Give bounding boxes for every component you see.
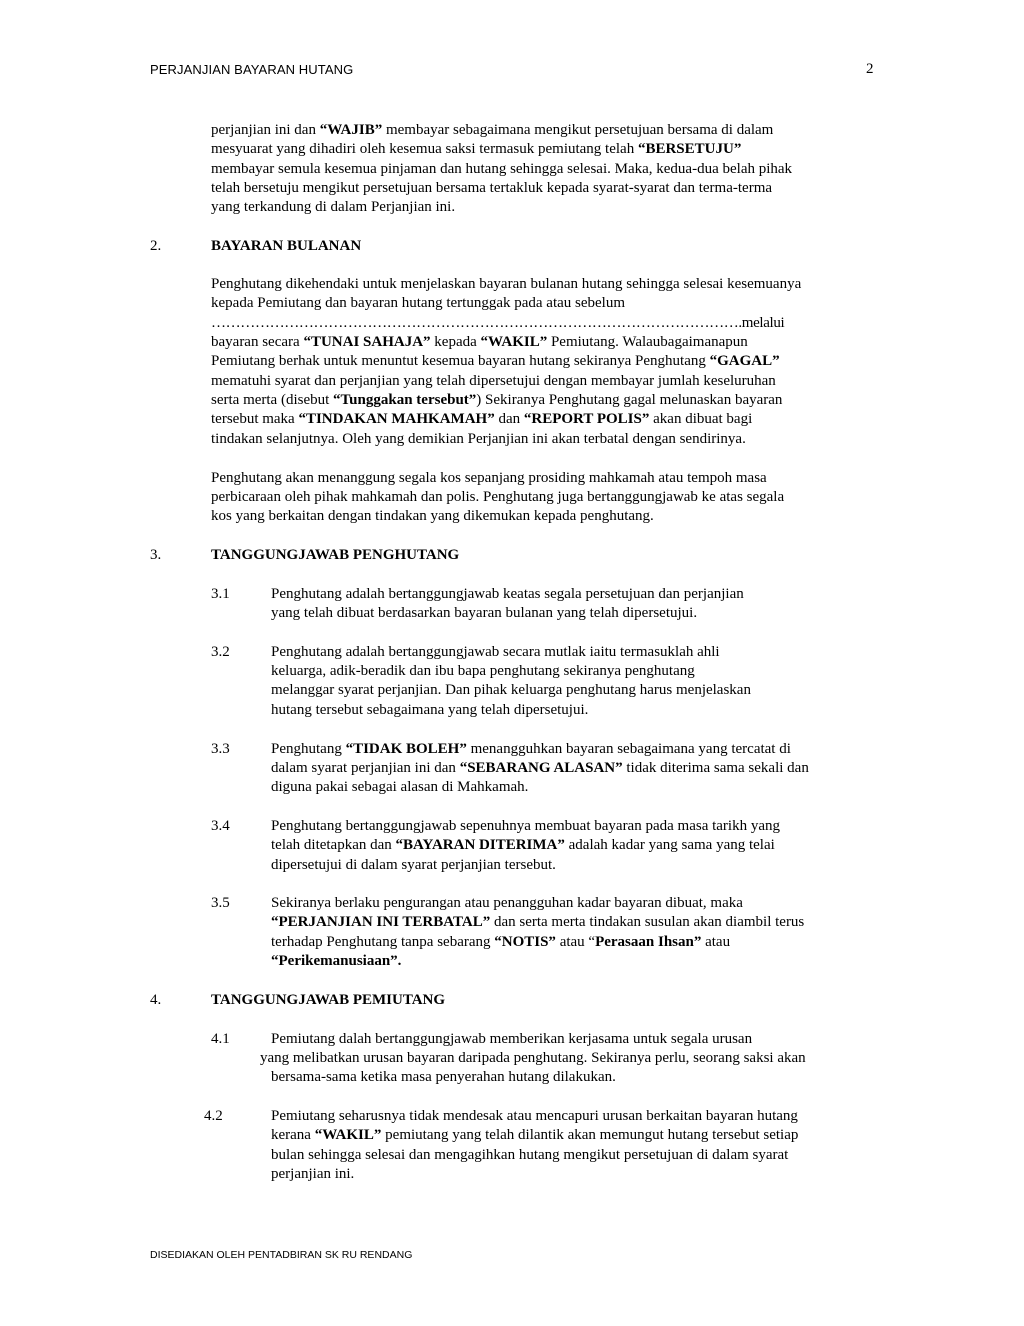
intro-line-2: mesyuarat yang dihadiri oleh kesemua saksi termasuk pemiutang telah “BERSETUJU” [211, 141, 742, 157]
item-3-5-line-1: Sekiranya berlaku pengurangan atau penangguhan kadar bayaran dibuat, maka [271, 895, 743, 911]
item-4-2-line-3: bulan sehingga selesai dan mengagihkan hutang mengikut persetujuan di dalam syarat [271, 1147, 789, 1163]
section-2-number: 2. [150, 238, 162, 254]
item-4-2-line-1: Pemiutang seharusnya tidak mendesak atau mencapuri urusan berkaitan bayaran hutang [271, 1108, 798, 1124]
item-3-2-line-3: melanggar syarat perjanjian. Dan pihak keluarga penghutang harus menjelaskan [271, 682, 751, 698]
item-3-3-number: 3.3 [211, 741, 230, 757]
item-3-5-line-4: “Perikemanusiaan”. [271, 953, 402, 969]
s2-p1-line-7: serta merta (disebut “Tunggakan tersebut”) Sekiranya Penghutang gagal melunaskan bayaran [211, 392, 783, 408]
item-3-4-line-2: telah ditetapkan dan “BAYARAN DITERIMA” adalah kadar yang sama yang telai [271, 837, 775, 853]
s2-p2-line-1: Penghutang akan menanggung segala kos sepanjang prosiding mahkamah atau tempoh masa [211, 470, 767, 486]
s2-p1-line-5: Pemiutang berhak untuk menuntut kesemua bayaran hutang sekiranya Penghutang “GAGAL” [211, 353, 780, 369]
item-3-2-line-2: keluarga, adik-beradik dan ibu bapa penghutang sekiranya penghutang [271, 663, 695, 679]
s2-p1-line-4: bayaran secara “TUNAI SAHAJA” kepada “WAKIL” Pemiutang. Walaubagaimanapun [211, 334, 748, 350]
page-number: 2 [866, 61, 874, 77]
item-3-1-line-1: Penghutang adalah bertanggungjawab keatas segala persetujuan dan perjanjian [271, 586, 744, 602]
s2-p2-line-2: perbicaraan oleh pihak mahkamah dan polis. Penghutang juga bertanggungjawab ke atas segala [211, 489, 785, 505]
s2-p1-line-2: kepada Pemiutang dan bayaran hutang tertunggak pada atau sebelum [211, 295, 626, 311]
page-footer: DISEDIAKAN OLEH PENTADBIRAN SK RU RENDANG [150, 1249, 413, 1261]
item-3-2-line-4: hutang tersebut sebagaimana yang telah dipersetujui. [271, 702, 589, 718]
section-2-heading: BAYARAN BULANAN [211, 238, 362, 254]
item-3-4-number: 3.4 [211, 818, 230, 834]
s2-p2-line-3: kos yang berkaitan dengan tindakan yang dikemukan kepada penghutang. [211, 508, 654, 524]
item-4-2-line-4: perjanjian ini. [271, 1166, 355, 1182]
item-4-1-line-2: yang melibatkan urusan bayaran daripada penghutang. Sekiranya perlu, seorang saksi akan [260, 1050, 806, 1066]
s2-p1-line-1: Penghutang dikehendaki untuk menjelaskan bayaran bulanan hutang sehingga selesai kesemuanya [211, 276, 802, 292]
item-3-3-line-3: diguna pakai sebagai alasan di Mahkamah. [271, 779, 529, 795]
item-3-4-line-3: dipersetujui di dalam syarat perjanjian tersebut. [271, 857, 556, 873]
item-4-1-line-1: Pemiutang dalah bertanggungjawab memberikan kerjasama untuk segala urusan [271, 1031, 753, 1047]
item-4-2-number: 4.2 [204, 1108, 223, 1124]
item-3-2-line-1: Penghutang adalah bertanggungjawab secara mutlak iaitu termasuklah ahli [271, 644, 720, 660]
s2-p1-line-3: ……………………………………………………………………………………………….melalui [211, 315, 785, 331]
s2-p1-line-6: mematuhi syarat dan perjanjian yang telah dipersetujui dengan membayar jumlah keseluruhan [211, 373, 776, 389]
item-4-1-number: 4.1 [211, 1031, 230, 1047]
section-4-number: 4. [150, 992, 162, 1008]
item-3-3-line-1: Penghutang “TIDAK BOLEH” menangguhkan bayaran sebagaimana yang tercatat di [271, 741, 791, 757]
section-4-heading: TANGGUNGJAWAB PEMIUTANG [211, 992, 446, 1008]
page-header-title: PERJANJIAN BAYARAN HUTANG [150, 62, 354, 77]
intro-line-1: perjanjian ini dan “WAJIB” membayar sebagaimana mengikut persetujuan bersama di dalam [211, 122, 774, 138]
item-3-5-line-2: “PERJANJIAN INI TERBATAL” dan serta merta tindakan susulan akan diambil terus [271, 914, 805, 930]
item-4-1-line-3: bersama-sama ketika masa penyerahan hutang dilakukan. [271, 1069, 616, 1085]
item-3-5-number: 3.5 [211, 895, 230, 911]
item-3-1-number: 3.1 [211, 586, 230, 602]
intro-line-3: membayar semula kesemua pinjaman dan hutang sehingga selesai. Maka, kedua-dua belah pihak [211, 161, 793, 177]
item-3-4-line-1: Penghutang bertanggungjawab sepenuhnya membuat bayaran pada masa tarikh yang [271, 818, 780, 834]
s2-p1-line-8: tersebut maka “TINDAKAN MAHKAMAH” dan “REPORT POLIS” akan dibuat bagi [211, 411, 753, 427]
s2-p1-line-9: tindakan selanjutnya. Oleh yang demikian Perjanjian ini akan terbatal dengan sendirinya. [211, 431, 746, 447]
intro-line-5: yang terkandung di dalam Perjanjian ini. [211, 199, 456, 215]
item-3-5-line-3: terhadap Penghutang tanpa sebarang “NOTIS” atau “Perasaan Ihsan” atau [271, 934, 731, 950]
intro-line-4: telah bersetuju mengikut persetujuan bersama tertakluk kepada syarat-syarat dan terma-terma [211, 180, 773, 196]
item-3-3-line-2: dalam syarat perjanjian ini dan “SEBARANG ALASAN” tidak diterima sama sekali dan [271, 760, 809, 776]
section-3-number: 3. [150, 547, 162, 563]
section-3-heading: TANGGUNGJAWAB PENGHUTANG [211, 547, 460, 563]
item-3-2-number: 3.2 [211, 644, 230, 660]
item-4-2-line-2: kerana “WAKIL” pemiutang yang telah dilantik akan memungut hutang tersebut setiap [271, 1127, 799, 1143]
item-3-1-line-2: yang telah dibuat berdasarkan bayaran bulanan yang telah dipersetujui. [271, 605, 698, 621]
